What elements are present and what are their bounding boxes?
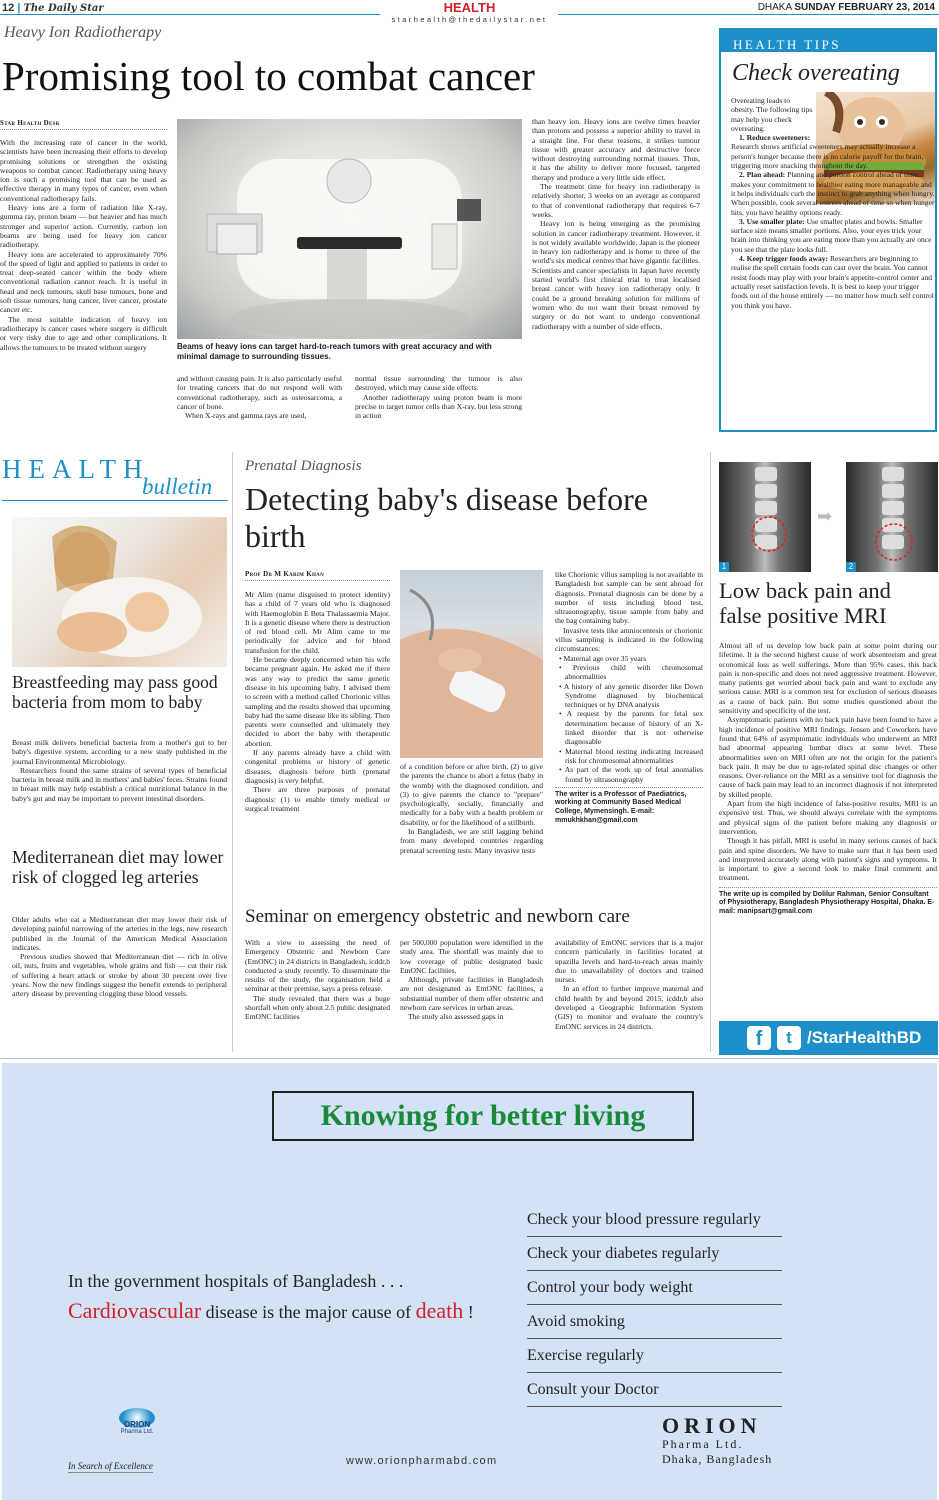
health-tips-box [719,28,937,432]
prenatal-author-note: The writer is a Professor of Paediatrics, working at Community Based Medical College, Mymensingh. E-mail: mmukhkhan@gmail.com [555,787,703,825]
seminar-col3-p1: availability of EmONC services that is a major concern particularly in facilities located at upazilla levels and hard-to-reach areas mainly due to unavailability of doctors and trained nurses. [555,938,703,985]
page-number: 12 [2,2,15,14]
seminar-col2 [400,938,543,1022]
ultrasound-illustration [400,570,543,758]
bulletin-story1 [12,738,227,803]
ad-tip: Consult your Doctor [527,1373,782,1407]
social-bar [719,1021,938,1055]
orion-company-sub: Pharma Ltd. [662,1437,744,1451]
prenatal-bullet: • Previous child with chromosomal abnormalities [559,662,703,682]
ad-tips-list [527,1203,782,1407]
bulletin-title [2,452,232,507]
bulletin-story1-p2: Researchers found the same strains of several types of beneficial bacteria in breast milk and in mothers' and babies' feces. Strains found in breast milk may help establish a critical nutritional balance in the baby's gut and may be important to prevent intestinal disorders. [12,765,227,803]
prenatal-bullet: • A request by the parents for fetal sex determination because of history of an X-linked disorder that is not otherwise diagnosable [559,709,703,747]
seminar-col2-p2: Although, private facilities in Bangladesh are not designated as EmONC facilities, a substantial number of them offer obstetric and newborn care services in urban areas. [400,975,543,1013]
prenatal-bullet: • A history of any genetic disorder like Down Syndrome diagnosed by biochemical techniques or by DNA analysis [559,681,703,710]
backpain-p1: Almost all of us develop low back pain at some point during our lifetime. It is the second highest cause of work absenteeism and great economical loss as well sufferings. More than 95% cases, this back pain is non-specific and does not need aggressive treatment. However, many patients get worried about back pain and want to exclude any serious cause. MRI is a common test for exclusion of serious diseases as a cause of back pain. But some studies questioned about the sensitivity and specificity of the test. [719,641,937,716]
prenatal-col2-p2: In Bangladesh, we are still lagging behind from many developed countries regarding prenatal screening tests. Many invasive tests [400,827,543,855]
prenatal-col3 [555,570,703,825]
ad-tagline: In Search of Excellence [68,1461,153,1471]
breastfeeding-photo [12,517,227,667]
section-title: HEALTH [443,0,496,15]
prenatal-col3-p1: like Chorionic villus sampling is not available in Bangladesh but sample can be sent abroad for diagnosis. Prenatal diagnosis can be done by a number of tests including blood test, ultrasonography, tissue sample from baby and the bag containing baby. [555,570,703,626]
seminar-col2-p1: per 500,000 population were identified in the study area. The shortfall was mainly due to low coverage of public designated basic EmONC facilities. [400,938,543,975]
bulletin-story1-p1: Breast milk delivers beneficial bacteria from a mother's gut to her baby's digestive system, according to a new study published in the journal Environmental Microbiology. [12,738,227,766]
dateline-date: SUNDAY FEBRUARY 23, 2014 [794,2,935,13]
orion-advertisement [2,1063,937,1500]
ad-slogan-box [272,1091,694,1141]
tip1-title: 1. Reduce sweeteners: [739,133,811,143]
heavy-ion-room-photo [177,119,522,339]
lead-col2-p1: and without causing pain. It is also particularly useful for treating cancers that do not respond well with conventional radiotherapy, such as osteosarcoma, a cancer of bone. [177,374,342,411]
health-tips-body [731,96,935,310]
bulletin-story2-p2: Previous studies showed that Mediterranean diet — rich in olive oil, nuts, fruits and vegetables, whole grains and fish — cut their risk of suffering a heart attack or stroke by about 30 percent over five years. Now the new findings suggest the benefit extends to peripheral artery disease by preventing clogging these blood vessels. [12,952,227,999]
mri-label-2: 2 [846,562,856,572]
ad-slogan: Knowing for better living [320,1099,646,1132]
lead-col1-p4: The most suitable indication of heavy ion radiotherapy is cancer cases where surgery is difficult or very risky due to age and other complications. It allows the tumours to be treated without surgery [0,314,167,352]
prenatal-col3-p2: Invasive tests like amniocentesis or chorionic villus sampling is indicated in the following circumstances: [555,625,703,654]
masthead: The Daily Star [23,3,104,14]
mri-image-2 [846,462,938,572]
bulletin-story1-headline: Breastfeeding may pass good bacteria from mom to baby [12,672,218,712]
ad-tip: Control your body weight [527,1271,782,1305]
bulletin-story2 [12,915,227,999]
lead-col1 [0,138,167,352]
tip2-title: 2. Plan ahead: [739,170,786,180]
dateline-city: DHAKA [757,2,792,13]
backpain-headline: Low back pain and false positive MRI [719,578,891,628]
tip4-title: 4. Keep trigger foods away: [739,254,829,264]
ad-line2: Cardiovascular disease is the major cause of death ! [68,1298,474,1323]
prenatal-col2 [400,762,543,855]
tip3-title: 3. Use smaller plate: [739,216,805,226]
prenatal-col1-p2: He became deeply concerned when his wife became pregnant again. He asked me if there was any way to predict the same genetic disease in his upcoming baby. I advised them to screen with a method called Chorionic villus sampling and the results showed that upcoming baby had the same disease like its sibling. Then parents were counselled and ultimately they decided to abort the baby with therapeutic abortion. [245,655,390,748]
bulletin-story2-headline: Mediterranean diet may lower risk of clogged leg arteries [12,847,224,887]
seminar-col1 [245,938,390,1022]
orion-company-name: ORION [662,1413,762,1438]
bulletin-story2-p1: Older adults who eat a Mediterranean diet may lower their risk of developing painful narrowing of the arteries in the legs, new research published in the Journal of the American Medical Association indicates. [12,915,227,952]
lead-col3-p1: normal tissue surrounding the tumour is also destroyed, which may cause side effects. [355,374,522,393]
lead-kicker: Heavy Ion Radiotherapy [4,24,162,41]
lead-col3 [355,374,522,420]
health-tips-intro: Overeating leads to obesity. The following tips may help you check overeating. [731,96,813,133]
section-email: starhealth@thedailystar.net [391,15,548,24]
prenatal-bullet: • Maternal age over 35 years [559,653,647,663]
seminar-headline: Seminar on emergency obstetric and newborn care [245,906,630,927]
bulletin-title-bulletin: bulletin [142,474,213,499]
lead-col2 [177,374,342,420]
lead-col3-p2: Another radiotherapy using proton beam is more precise to target tumor cells than X-ray, but less strong in action [355,392,522,421]
treatment-room-illustration [177,119,522,339]
lead-col4-p1: than heavy ion. Heavy ions are twelve times heavier than protons and possess a superior ability to travel in a straight line. For these reasons, it strikes tumour tissue with greater accuracy and destructive force without destroying surrounding normal tissues. Thus, it has the ability to deliver more focused, targeted therapy and produce a very little side effect. [532,117,700,182]
health-tips-title: Check overeating [732,60,900,86]
prenatal-byline: Prof Dr M Karim Khan [245,570,390,581]
ad-tip: Check your blood pressure regularly [527,1203,782,1237]
lead-col1-p2: Heavy ions are a form of radiation like X-ray, gumma ray, proton beam — but heavier and has much stronger and superior action. Currently, carbon ion beams are being used for heavy ion cancer radiotherapy. [0,203,167,250]
ad-line1: In the government hospitals of Bangladesh . . . [68,1271,404,1291]
backpain-body [719,641,937,917]
tip1-body: Research shows artificial sweeteners may actually increase a person's hunger because there is no calorie payoff for the brain, triggering more snacking throughout the day. [731,142,924,171]
seminar-col2-p3: The study also assessed gaps in [408,1012,504,1022]
social-handle[interactable]: /StarHealthBD [807,1028,922,1047]
seminar-col3 [555,938,703,1031]
lead-col2-p2: When X-rays and gamma rays are used, [185,411,307,421]
tip4-body: Researchers are beginning to realise the spell certain foods can cast over the brain. You cannot resist foods may play with your brain's appetite-control center and actually reset satisfaction levels. It is best to keep your trigger foods out of the house entirely — no matter how much self control you think you have. [731,254,934,310]
lead-col1-p3: Heavy ions are accelerated to approximately 70% of the speed of light and applied to patients in order to treat deep-seated cancer within the body where conventional radiation cannot reach. It is useful in head and neck tumours, skull base tumours, bone and soft tissue tumours, lung cancer, liver cancer, prostate cancer etc. [0,249,167,315]
seminar-col1-p2: The study revealed that there was a huge shortfall when only about 2.5 public designated EmONC facilities [245,993,390,1022]
tip3-body: Use smaller plates and bowls. Smaller surface size means smaller portions. Also, your eyes trick your brain into thinking you are eating more than you actually are once you see that the plate looks full. [731,216,932,254]
mother-baby-illustration [12,517,227,667]
backpain-author-note: The write up is compiled by Dolilur Rahman, Senior Consultant of Physiotherapy, Bangladesh Physiotherapy Hospital, Dhaka. E-mail: manipsart@gmail.com [719,887,937,917]
mri-image-1 [719,462,811,572]
lead-col4-p2: The treatment time for heavy ion radiotherapy is relatively shorter, 3 weeks on an average as compared to that of conventional radiotherapy that requires 6-7 weeks. [532,182,700,219]
ad-website[interactable]: www.orionpharmabd.com [346,1455,498,1467]
page-header: 12 | The Daily Star HEALTH starhealth@thedailystar.net DHAKA SUNDAY FEBRUARY 23, 2014 [0,0,939,24]
prenatal-headline: Detecting baby's disease before birth [245,481,648,554]
mri-label-1: 1 [719,562,729,572]
lead-photo-caption: Beams of heavy ions can target hard-to-reach tumors with great accuracy and with minimal damage to surrounding tissues. [177,342,492,361]
lead-col4 [532,117,700,331]
ad-tip: Avoid smoking [527,1305,782,1339]
prenatal-bullet: • Maternal blood testing indicating increased risk for chromosomal abnormalities [559,746,703,765]
twitter-icon[interactable]: t [777,1026,801,1050]
prenatal-kicker: Prenatal Diagnosis [245,458,362,474]
prenatal-col1-p4: There are three purposes of prenatal diagnosis: (1) to enable timely medical or surgical treatment [245,785,390,813]
arrow-icon: ➡ [817,506,833,526]
lead-col1-p1: With the increasing rate of cancer in the world, scientists have been increasing their efforts to develop promising solutions or strengthen the existing weapons to combat cancer. Radiotherapy using heavy ion is such a promising tool that can be used as effective therapy in many types of cancer, even when conventional radiotherapy fails. [0,138,167,203]
prenatal-col1 [245,590,390,813]
ad-tip: Check your diabetes regularly [527,1237,782,1271]
prenatal-col1-p3: If any parents already have a child with congenital problems or history of genetic diseases, diagnosis before birth (prenatal diagnosis) is very helpful. [245,748,390,785]
seminar-col3-p2: In an effort to further improve maternal and child health by and beyond 2015, icddr,b also developed a Geographic Information System (GIS) to monitor and evaluate the country's EmONC services in 24 districts. [555,984,703,1031]
tip2-body: Planning and portion control ahead of time makes your commitment to healthier eating more manageable and it helps individuals curb the instinct to grab anything when hungry. When possible, cook several entrees ahead of time so when hunger hits, you have healthy options ready. [731,170,935,217]
ad-tip: Exercise regularly [527,1339,782,1373]
lead-headline: Promising tool to combat cancer [2,53,535,99]
health-tips-label: HEALTH TIPS [721,30,935,52]
facebook-icon[interactable]: f [747,1026,771,1050]
mri-spine-1 [719,462,811,572]
lead-byline: Star Health Desk [0,119,167,130]
seminar-col1-p1: With a view to assessing the need of Emergency Obstetric and Newborn Care (EmONC) in 24 districts in Bangladesh, icddr,b conducted a study recently. To disseminate the results of the study, the organisation held a seminar at their premise, says a press release. [245,938,390,994]
backpain-p3: Apart from the high incidence of false-positive results, MRI is an expensive test. Thus, we should always correlate with the symptoms and physical signs of the patient before making any diagnosis or intervention. [719,799,937,836]
prenatal-bullet: • As part of the work up of fetal anomalies found by ultrasonography [559,765,703,784]
lead-col4-p3: Heavy ion is being emerging as the promising solution in cancer radiotherapy treatment. However, it is not widely available worldwide. Japan is the pioneer in heavy ion radiotherapy and is home to three of the world's six medical centres that have gigantic facilities. Scientists and cancer specialists in Japan have recently started world's first clinical trial to treat localised breast cancer with heavy ion radiotherapy only. It could be a ground breaking solution for millions of women who do not want their breast removed by surgery or do not want to undergo conventional radiotherapy with a number of side effects. [532,219,700,331]
prenatal-col2-p1: of a condition before or after birth, (2) to give the parents the chance to abort a fetus (baby in the womb) with the diagnosed condition, and (3) to give parents the chance to "prepare" psychologically, socially, financially and medically for a baby with a health problem or disability, or for the likelihood of a stillbirth. [400,762,543,827]
prenatal-col1-p1: Mr Alim (name disguised to protect identity) has a child of 7 years old who is diagnosed with Haemoglobin E Beta Thalassaemia Major. It is a genetic disease where there is destruction of red blood cell. Mr Alim came to me periodically for advice and for blood transfusion for the child. [245,590,390,655]
ad-death: death [415,1298,464,1323]
bulletin-title-health: HEALTH [2,454,150,484]
ad-cardiovascular: Cardiovascular [68,1298,202,1323]
backpain-p4: Though it has pitfall, MRI is useful in many serious causes of back pain and spine disorders. We have to make sure that it has been used and interpreted accurately along with patient's signs and symptoms. It is important to give a second look to make final comment and treatment. [719,836,937,883]
orion-small-logo: ORION Pharma Ltd. [107,1408,167,1448]
orion-company-city: Dhaka, Bangladesh [662,1452,773,1466]
orion-company-block [662,1415,792,1467]
mri-spine-2 [846,462,938,572]
mri-images [719,462,938,572]
ultrasound-photo [400,570,543,758]
backpain-p2: Asymptomatic patients with no back pain have been found to have a high incidence of positive MRI findings. Jensen and Coworkers have found that 64% of asymptomatic individuals who underwent an MRI had abnormal appearing lumbar discs at some level. These abnormalities seen on MRI often are not the origin for the patient's back pain. It may be due to age-related spinal disc changes or other reasons. Over-reliance on the MRI as a sensitive tool for diagnosis the cause of back pain may lead to an incorrect diagnosis if not interpreted by skilled people. [719,715,937,799]
